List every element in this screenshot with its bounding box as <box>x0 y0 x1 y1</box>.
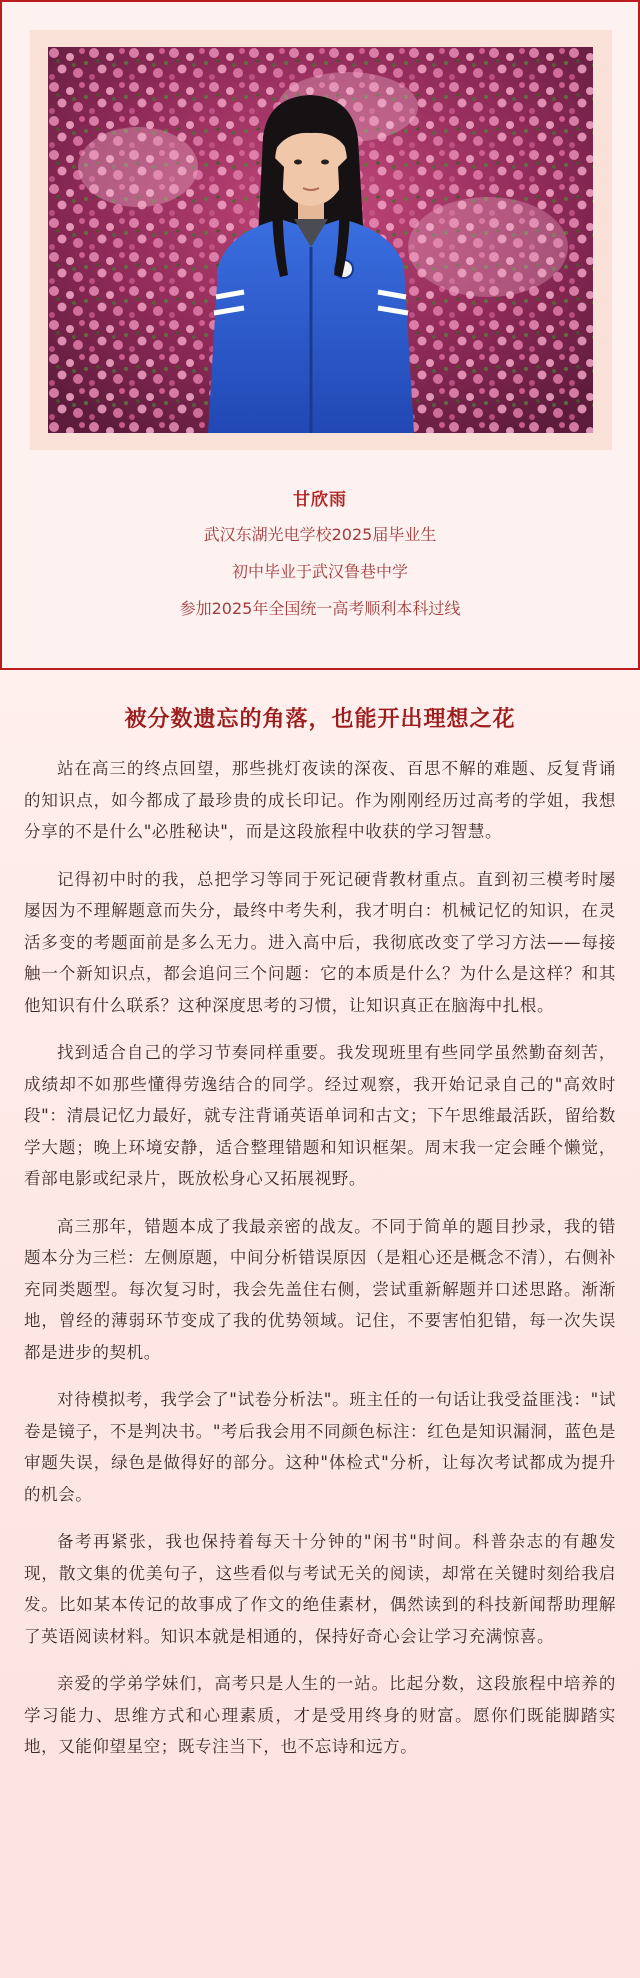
article-body <box>24 753 616 1779</box>
article-paragraph: 高三那年，错题本成了我最亲密的战友。不同于简单的题目抄录，我的错题本分为三栏：左侧原题，中间分析错误原因（是粗心还是概念不清），右侧补充同类题型。每次复习时，我会先盖住右侧，尝试重新解题并口述思路。渐渐地，曾经的薄弱环节变成了我的优势领域。记住，不要害怕犯错，每一次失误都是进步的契机。 <box>24 1216 616 1362</box>
student-photo <box>48 47 593 433</box>
article-paragraph: 备考再紧张，我也保持着每天十分钟的"闲书"时间。科普杂志的有趣发现，散文集的优美句子，这些看似与考试无关的阅读，却常在关键时刻给我启发。比如某本传记的故事成了作文的绝佳素材，偶然读到的科技新闻帮助理解了英语阅读材料。知识本就是相通的，保持好奇心会让学习充满惊喜。 <box>24 1532 616 1646</box>
profile-exam-result: 参加2025年全国统一高考顺利本科过线 <box>179 599 461 618</box>
article-paragraph: 记得初中时的我，总把学习等同于死记硬背教材重点。直到初三模考时屡屡因为不理解题意而失分，最终中考失利，我才明白：机械记忆的知识，在灵活多变的考题面前是多么无力。进入高中后，我彻底改变了学习方法——每接触一个新知识点，都会追问三个问题：它的本质是什么？为什么是这样？和其他知识有什么联系？这种深度思考的习惯，让知识真正在脑海中扎根。 <box>24 869 616 1015</box>
student-name: 甘欣雨 <box>293 490 347 510</box>
profile-card <box>0 0 640 670</box>
article-paragraph: 找到适合自己的学习节奏同样重要。我发现班里有些同学虽然勤奋刻苦，成绩却不如那些懂得劳逸结合的同学。经过观察，我开始记录自己的"高效时段"：清晨记忆力最好，就专注背诵英语单词和古文；下午思维最活跃，留给数学大题；晚上环境安静，适合整理错题和知识框架。周末我一定会睡个懒觉，看部电影或纪录片，既放松身心又拓展视野。 <box>24 1043 616 1188</box>
profile-school: 武汉东湖光电学校2025届毕业生 <box>203 525 437 544</box>
article-paragraph: 亲爱的学弟学妹们，高考只是人生的一站。比起分数，这段旅程中培养的学习能力、思维方式和心理素质，才是受用终身的财富。愿你们既能脚踏实地，又能仰望星空；既专注当下，也不忘诗和远方。 <box>24 1674 616 1756</box>
photo-frame <box>30 30 612 450</box>
profile-info <box>2 484 638 627</box>
article-paragraph: 站在高三的终点回望，那些挑灯夜读的深夜、百思不解的难题、反复背诵的知识点，如今都成了最珍贵的成长印记。作为刚刚经历过高考的学姐，我想分享的不是什么"必胜秘诀"，而是这段旅程中收获的学习智慧。 <box>24 759 616 841</box>
profile-middle-school: 初中毕业于武汉鲁巷中学 <box>231 562 408 581</box>
article-title: 被分数遗忘的角落，也能开出理想之花 <box>124 707 516 732</box>
article-paragraph: 对待模拟考，我学会了"试卷分析法"。班主任的一句话让我受益匪浅："试卷是镜子，不是判决书。"考后我会用不同颜色标注：红色是知识漏洞，蓝色是审题失误，绿色是做得好的部分。这种"体检式"分析，让每次考试都成为提升的机会。 <box>24 1390 616 1504</box>
